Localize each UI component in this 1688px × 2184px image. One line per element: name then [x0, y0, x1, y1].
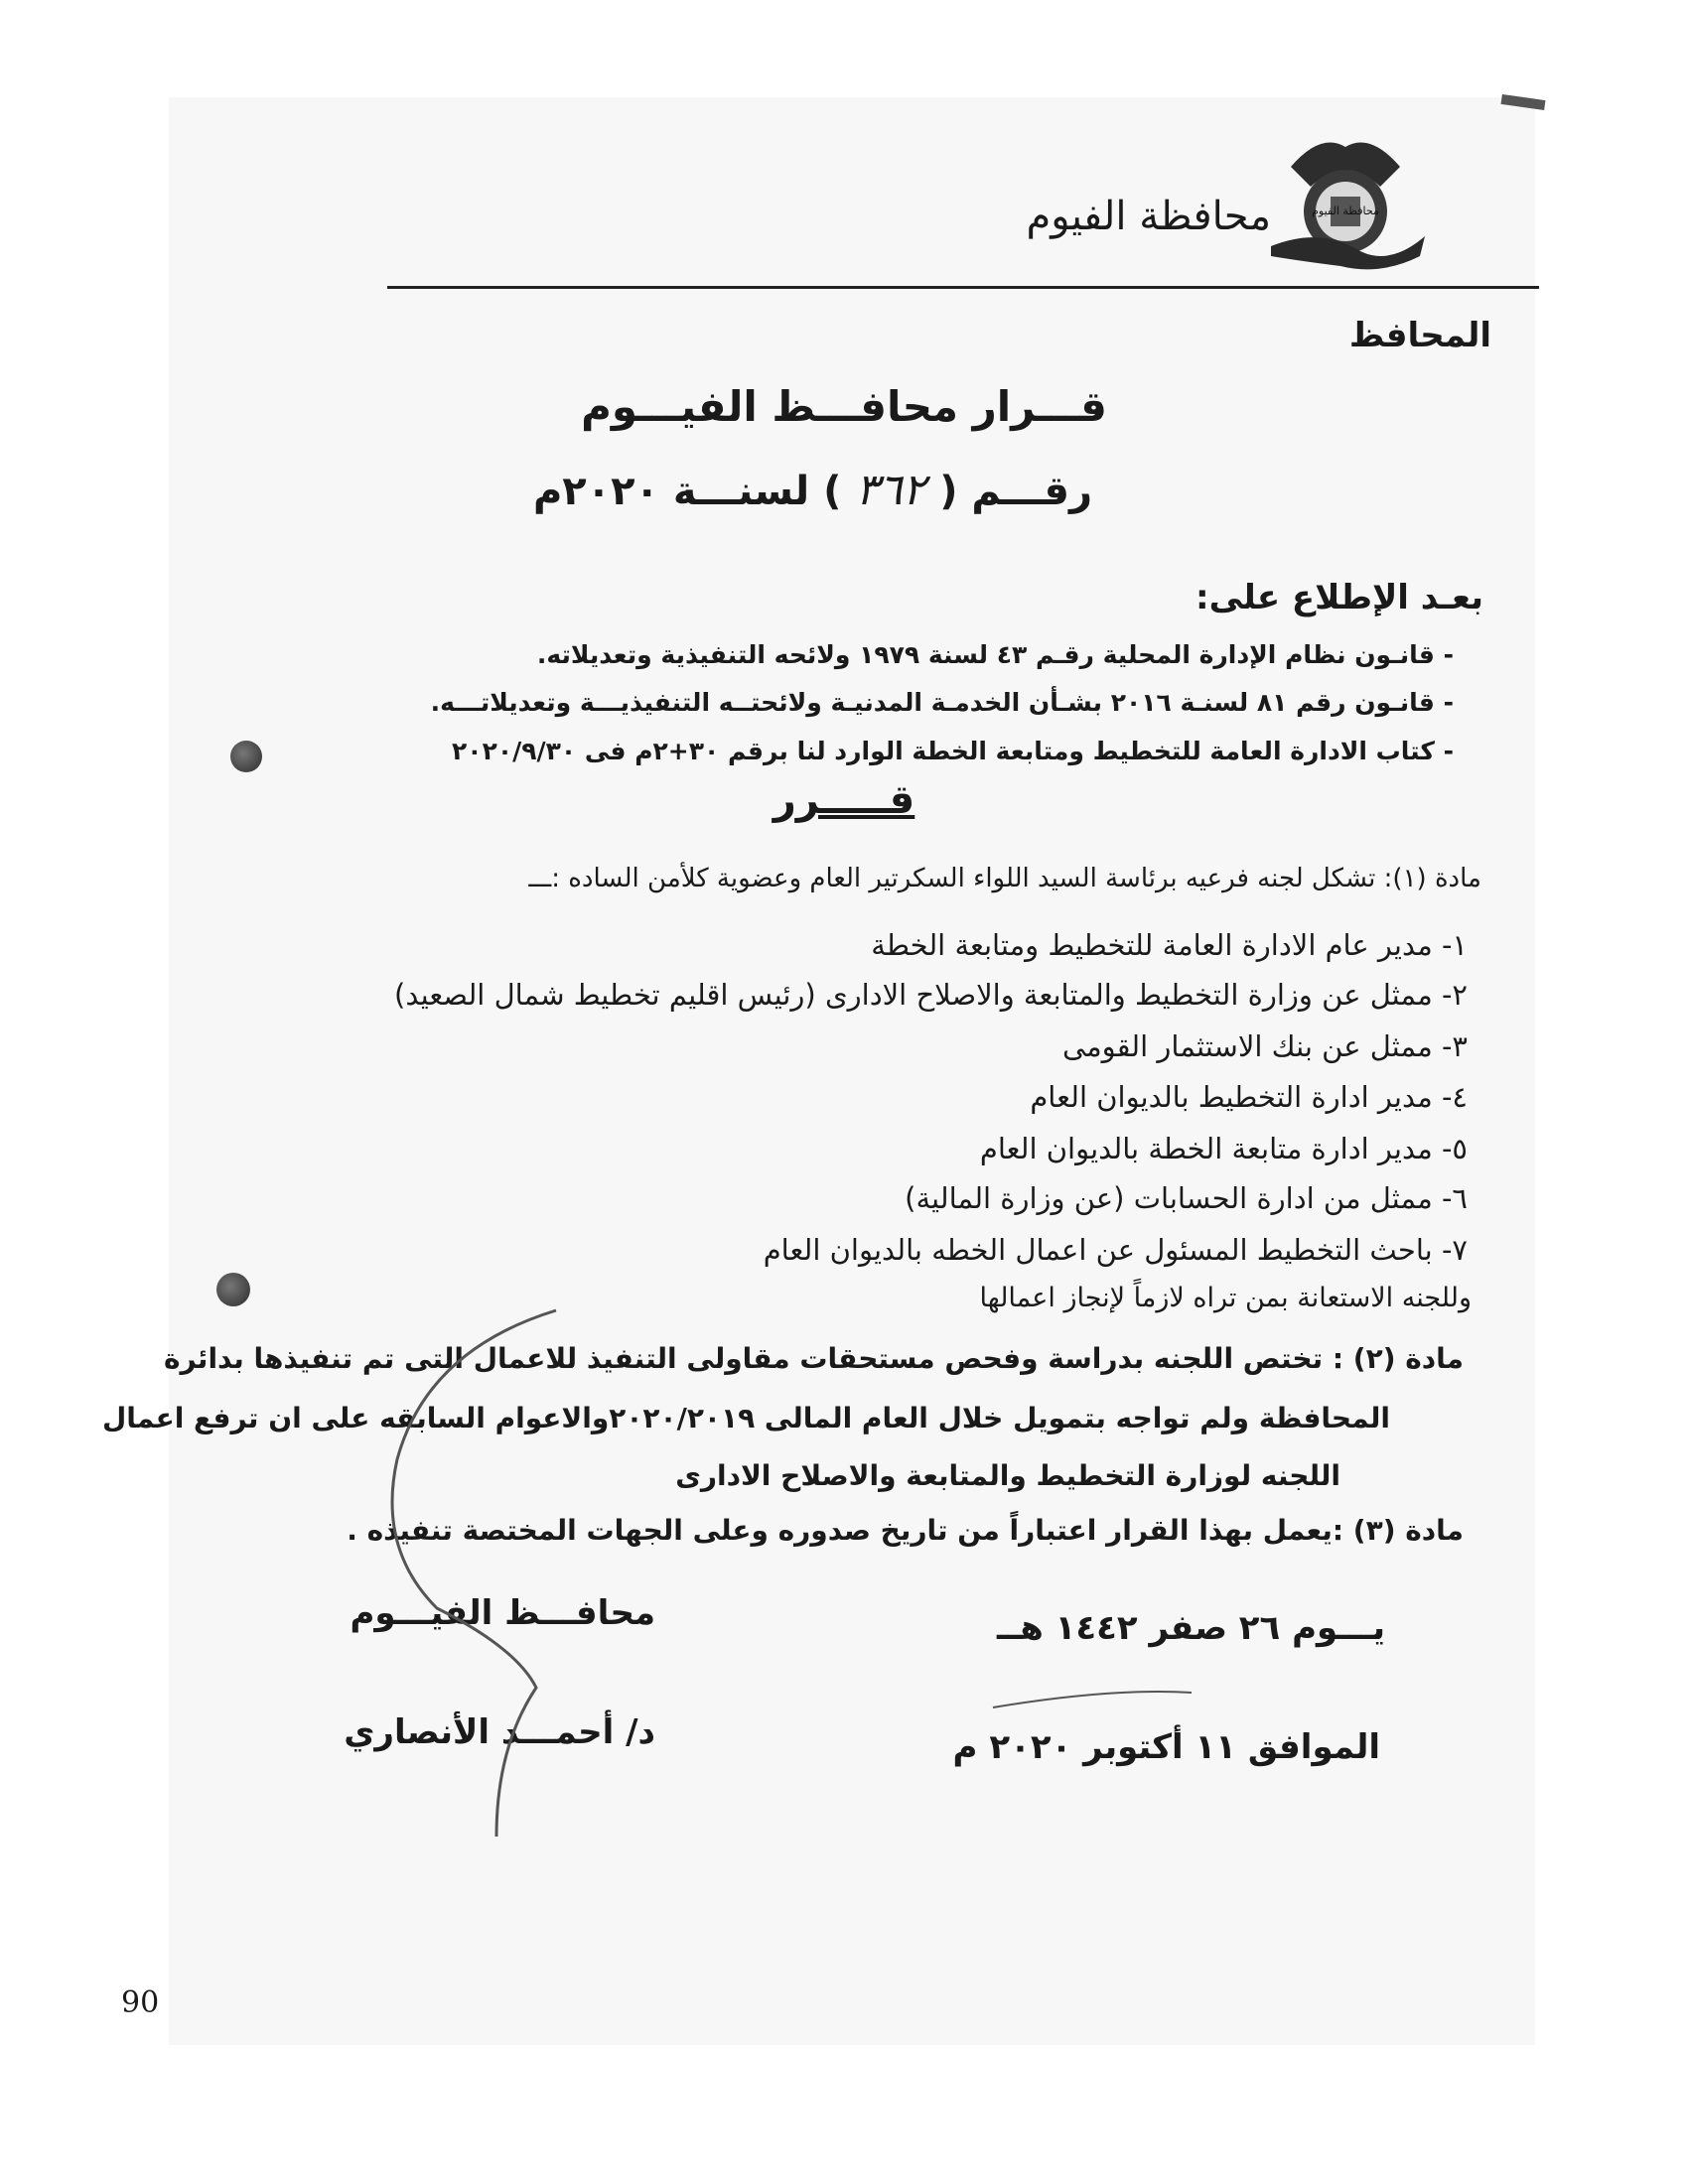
article-2-line: اللجنه لوزارة التخطيط والمتابعة والاصلاح الادارى: [675, 1459, 1340, 1492]
article-2-line: مادة (٢) : تختص اللجنه بدراسة وفحص مستحقات مقاولى التنفيذ للاعمال التى تم تنفيذها بدائرة: [163, 1342, 1464, 1375]
committee-member: ٥- مدير ادارة متابعة الخطة بالديوان العام: [979, 1132, 1468, 1165]
punch-hole: [216, 1273, 250, 1306]
hijri-date: يـــوم ٢٦ صفر ١٤٤٢ هــ: [996, 1608, 1385, 1648]
preamble-item: - كتاب الادارة العامة للتخطيط ومتابعة الخطة الوارد لنا برقم ٣٠+٢م فى ٢٠٢٠/٩/٣٠: [452, 737, 1454, 765]
decides-heading: قـــــرر: [773, 777, 915, 823]
committee-member: ٣- ممثل عن بنك الاستثمار القومى: [1061, 1029, 1468, 1063]
gregorian-date: الموافق ١١ أكتوبر ٢٠٢٠ م: [952, 1727, 1380, 1767]
preamble-item: - قانـون نظام الإدارة المحلية رقـم ٤٣ لسنة ١٩٧٩ ولائحه التنفيذية وتعديلاته.: [536, 640, 1454, 669]
committee-member: ٦- ممثل من ادارة الحسابات (عن وزارة المالية): [905, 1181, 1468, 1215]
article-1-closing: وللجنه الاستعانة بمن تراه لازماً لإنجاز اعمالها: [979, 1283, 1472, 1313]
governorate-emblem: [1261, 127, 1430, 276]
governorate-name: محافظة الفيوم: [1026, 194, 1271, 239]
committee-member: ٤- مدير ادارة التخطيط بالديوان العام: [1030, 1080, 1468, 1114]
article-2-line: المحافظة ولم تواجه بتمويل خلال العام المالى ٢٠٢٠/٢٠١٩والاعوام السابقه على ان ترفع اعمال: [102, 1402, 1390, 1434]
punch-hole: [230, 741, 262, 772]
decision-title: قـــرار محافـــظ الفيـــوم: [581, 382, 1107, 431]
preamble-item: - قانـون رقم ٨١ لسنـة ٢٠١٦ بشـأن الخدمـة المدنيـة ولائحتــه التنفيذيـــة وتعديلاتـــه.: [430, 688, 1454, 717]
article-1-heading: مادة (١): تشكل لجنه فرعيه برئاسة السيد اللواء السكرتير العام وعضوية كلأمن الساده :ـــ: [528, 864, 1481, 893]
committee-member: ٢- ممثل عن وزارة التخطيط والمتابعة والاصلاح الادارى (رئيس اقليم تخطيط شمال الصعيد): [394, 978, 1468, 1012]
committee-member: ١- مدير عام الادارة العامة للتخطيط ومتابعة الخطة: [871, 928, 1468, 962]
preamble-title: بعـد الإطلاع على:: [1195, 578, 1483, 617]
handwritten-number: ٣٦٢: [855, 465, 926, 515]
decision-number-line: [533, 465, 1092, 515]
number-prefix: رقـــم (: [939, 469, 1092, 514]
signatory-title: محافـــظ الفيـــوم: [350, 1593, 655, 1633]
committee-member: ٧- باحث التخطيط المسئول عن اعمال الخطه بالديوان العام: [763, 1233, 1468, 1267]
number-suffix: ) لسنـــة ٢٠٢٠م: [532, 469, 842, 514]
page-number: 90: [121, 1985, 160, 2020]
signatory-name: د/ أحمـــد الأنصاري: [344, 1712, 655, 1752]
header-divider: [387, 286, 1539, 289]
emblem-text: محافظة الفيوم: [1312, 205, 1379, 217]
article-3: مادة (٣) :يعمل بهذا القرار اعتباراً من تاريخ صدوره وعلى الجهات المختصة تنفيذه .: [347, 1514, 1464, 1547]
issuer-role: المحافظ: [1348, 316, 1491, 355]
